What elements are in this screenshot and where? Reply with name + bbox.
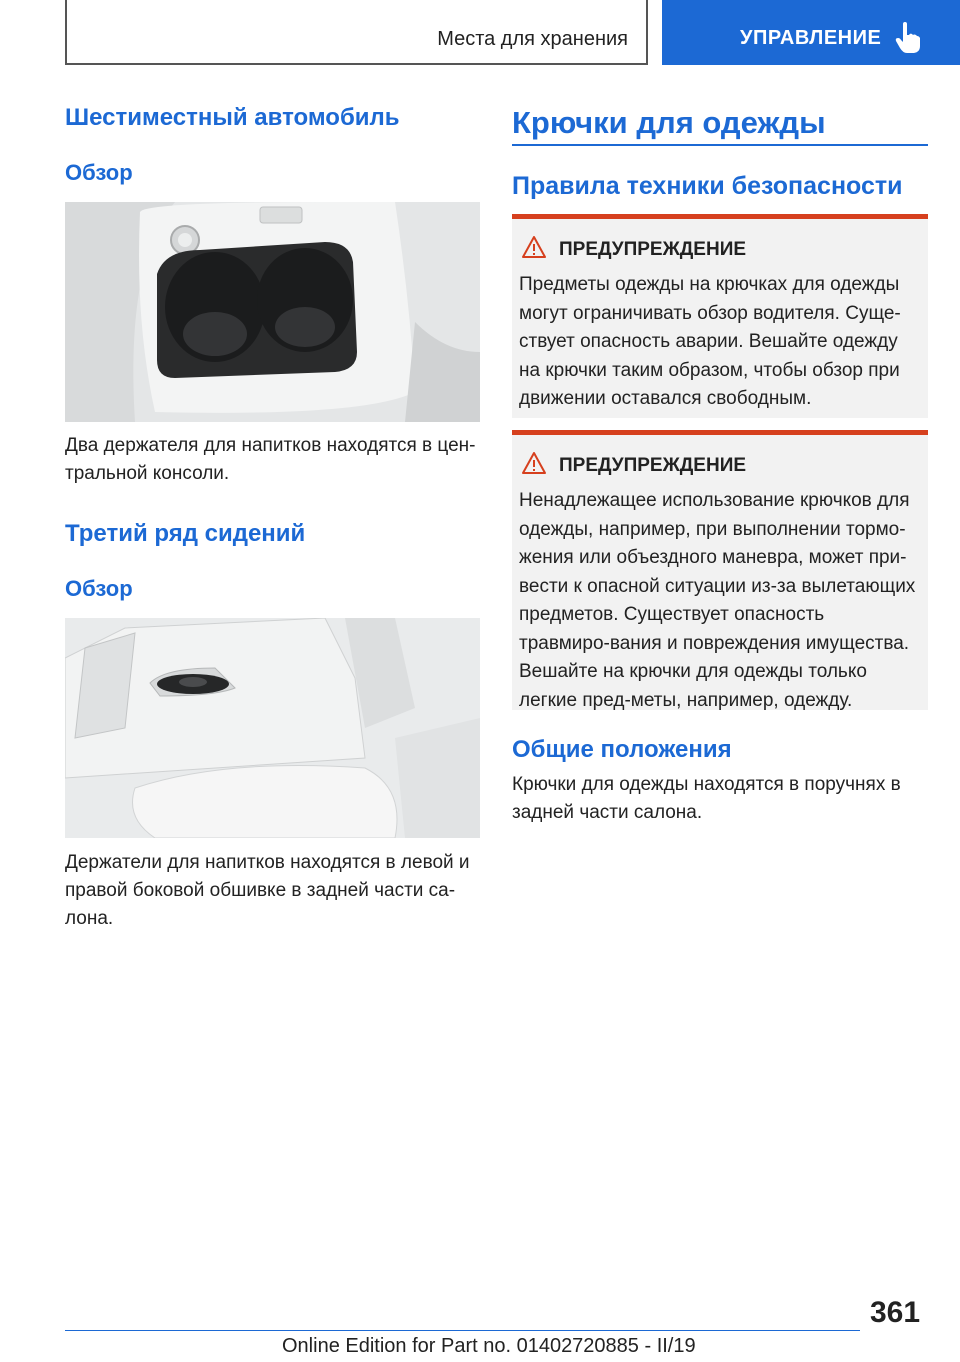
warning-text: Ненадлежащее использование крючков для одежды, например, при выполнении тормо-жения или объездного маневра, может при-вести к опасной ситуации из-за вылетающих предметов. Существует опасность травмиро-вания и повреждения имущества. Вешайте на крючки для одежды только легкие пред-меты, например, одежду. bbox=[519, 490, 916, 711]
section2-subtitle: Обзор bbox=[65, 576, 133, 601]
title-rule bbox=[512, 144, 928, 146]
safety-title: Правила техники безопасности bbox=[512, 172, 903, 200]
header-section-box bbox=[65, 0, 648, 65]
warning-triangle-icon bbox=[521, 235, 547, 259]
general-title: Общие положения bbox=[512, 736, 732, 763]
warning-text: Предметы одежды на крючках для одежды могут ограничивать обзор водителя. Суще-ствует опасность аварии. Вешайте одежду на крючки таким образом, чтобы обзор при движении оставался свободным. bbox=[519, 274, 901, 409]
tab-label: УПРАВЛЕНИЕ bbox=[740, 27, 882, 49]
cupholder-console-image bbox=[65, 202, 480, 422]
general-text: Крючки для одежды находятся в поручнях в задней части салона. bbox=[512, 774, 901, 823]
warning-heading: ПРЕДУПРЕЖДЕНИЕ bbox=[559, 453, 920, 479]
warning-box-1 bbox=[512, 214, 928, 418]
section2-title: Третий ряд сидений bbox=[65, 520, 306, 547]
page-title: Крючки для одежды bbox=[512, 105, 826, 140]
section2-text: Держатели для напитков находятся в левой и правой боковой обшивке в задней части са-лона. bbox=[65, 852, 470, 929]
section1-subtitle: Обзор bbox=[65, 160, 133, 185]
footer-rule bbox=[65, 1330, 860, 1331]
third-row-cupholder-image bbox=[65, 618, 480, 838]
warning-triangle-icon bbox=[521, 451, 547, 475]
section1-text: Два держателя для напитков находятся в цен-тральной консоли. bbox=[65, 435, 476, 484]
pointing-hand-icon bbox=[895, 22, 921, 54]
edition-text: Online Edition for Part no. 01402720885 - II/19 bbox=[282, 1335, 696, 1357]
section1-title: Шестиместный автомобиль bbox=[65, 104, 400, 131]
warning-heading: ПРЕДУПРЕЖДЕНИЕ bbox=[559, 237, 920, 263]
section-title: Места для хранения bbox=[437, 28, 628, 50]
warning-box-2 bbox=[512, 430, 928, 710]
page-number: 361 bbox=[870, 1296, 921, 1329]
tab-controls[interactable] bbox=[662, 0, 960, 65]
